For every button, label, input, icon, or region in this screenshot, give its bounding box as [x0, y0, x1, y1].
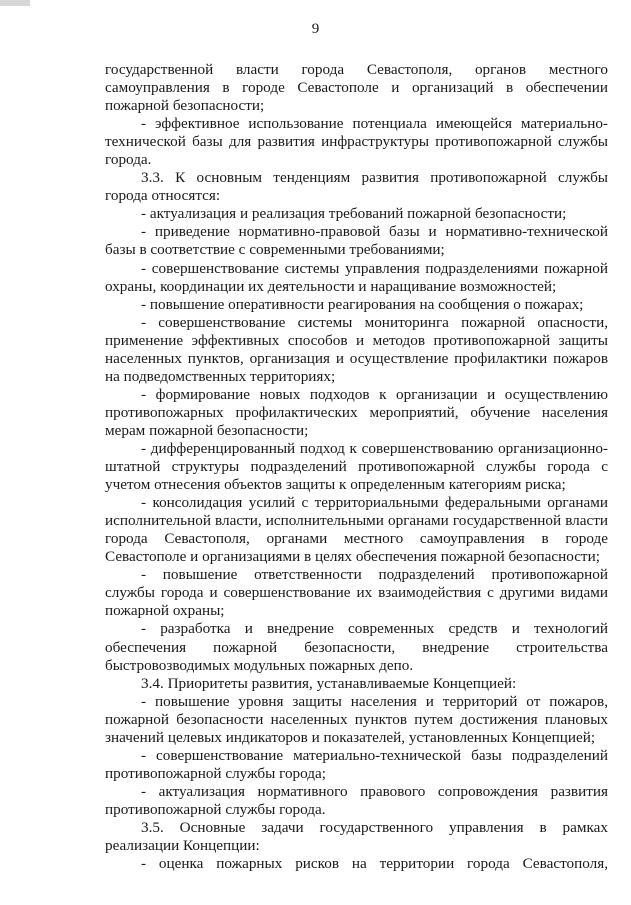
list-item: - повышение ответственности подразделений противопожарной службы города и совершенствование их взаимодействия с другими видами пожарной охраны;	[105, 566, 608, 620]
list-item: - разработка и внедрение современных средств и технологий обеспечения пожарной безопасности, внедрение строительства быстровозводимых модульных пожарных депо.	[105, 620, 608, 674]
scan-corner-mark	[0, 0, 30, 6]
paragraph: - эффективное использование потенциала имеющейся материально-технической базы для развития инфраструктуры противопожарной службы города.	[105, 115, 608, 169]
page-number: 9	[311, 21, 320, 37]
list-item: - повышение оперативности реагирования на сообщения о пожарах;	[141, 295, 584, 313]
section-heading-3-5: 3.5. Основные задачи государственного управления в рамках реализации Концепции:	[105, 818, 608, 855]
paragraph: государственной власти города Севастополя, органов местного самоуправления в городе Севастополе и организаций в обеспечении пожарной безопасности;	[105, 61, 608, 115]
list-item: - совершенствование материально-технической базы подразделений противопожарной службы города;	[105, 746, 608, 782]
list-item: - приведение нормативно-правовой базы и нормативно-технической базы в соответствие с современными требованиями;	[105, 223, 608, 259]
list-item: - консолидация усилий с территориальными федеральными органами исполнительной власти, исполнительными органами государственной власти города Севастополя, органами местного самоуправления в городе Севастополе и организациями в целях обеспечения пожарной безопасности;	[105, 494, 608, 566]
list-item: - актуализация нормативного правового сопровождения развития противопожарной службы города.	[105, 782, 608, 818]
list-item: - оценка пожарных рисков на территории города Севастополя,	[141, 855, 608, 873]
section-heading-3-3: 3.3. К основным тенденциям развития противопожарной службы города относятся:	[105, 169, 608, 205]
list-item: - повышение уровня защиты населения и территорий от пожаров, пожарной безопасности населенных пунктов путем достижения плановых значений целевых индикаторов и показателей, установленных Концепцией;	[105, 692, 608, 746]
list-item: - совершенствование системы мониторинга пожарной опасности, применение эффективных способов и методов противопожарной защиты населенных пунктов, организация и осуществление профилактики пожаров на подведомственных территориях;	[105, 313, 608, 385]
list-item: - совершенствование системы управления подразделениями пожарной охраны, координации их деятельности и наращивание возможностей;	[105, 259, 608, 295]
document-body	[105, 61, 608, 873]
list-item: - дифференцированный подход к совершенствованию организационно-штатной структуры подразделений противопожарной службы города с учетом отнесения объектов защиты к определенным категориям риска;	[105, 439, 608, 494]
list-item: - формирование новых подходов к организации и осуществлению противопожарных профилактических мероприятий, обучение населения мерам пожарной безопасности;	[105, 385, 608, 439]
section-heading-3-4: 3.4. Приоритеты развития, устанавливаемые Концепцией:	[141, 674, 517, 692]
list-item: - актуализация и реализация требований пожарной безопасности;	[141, 205, 567, 223]
